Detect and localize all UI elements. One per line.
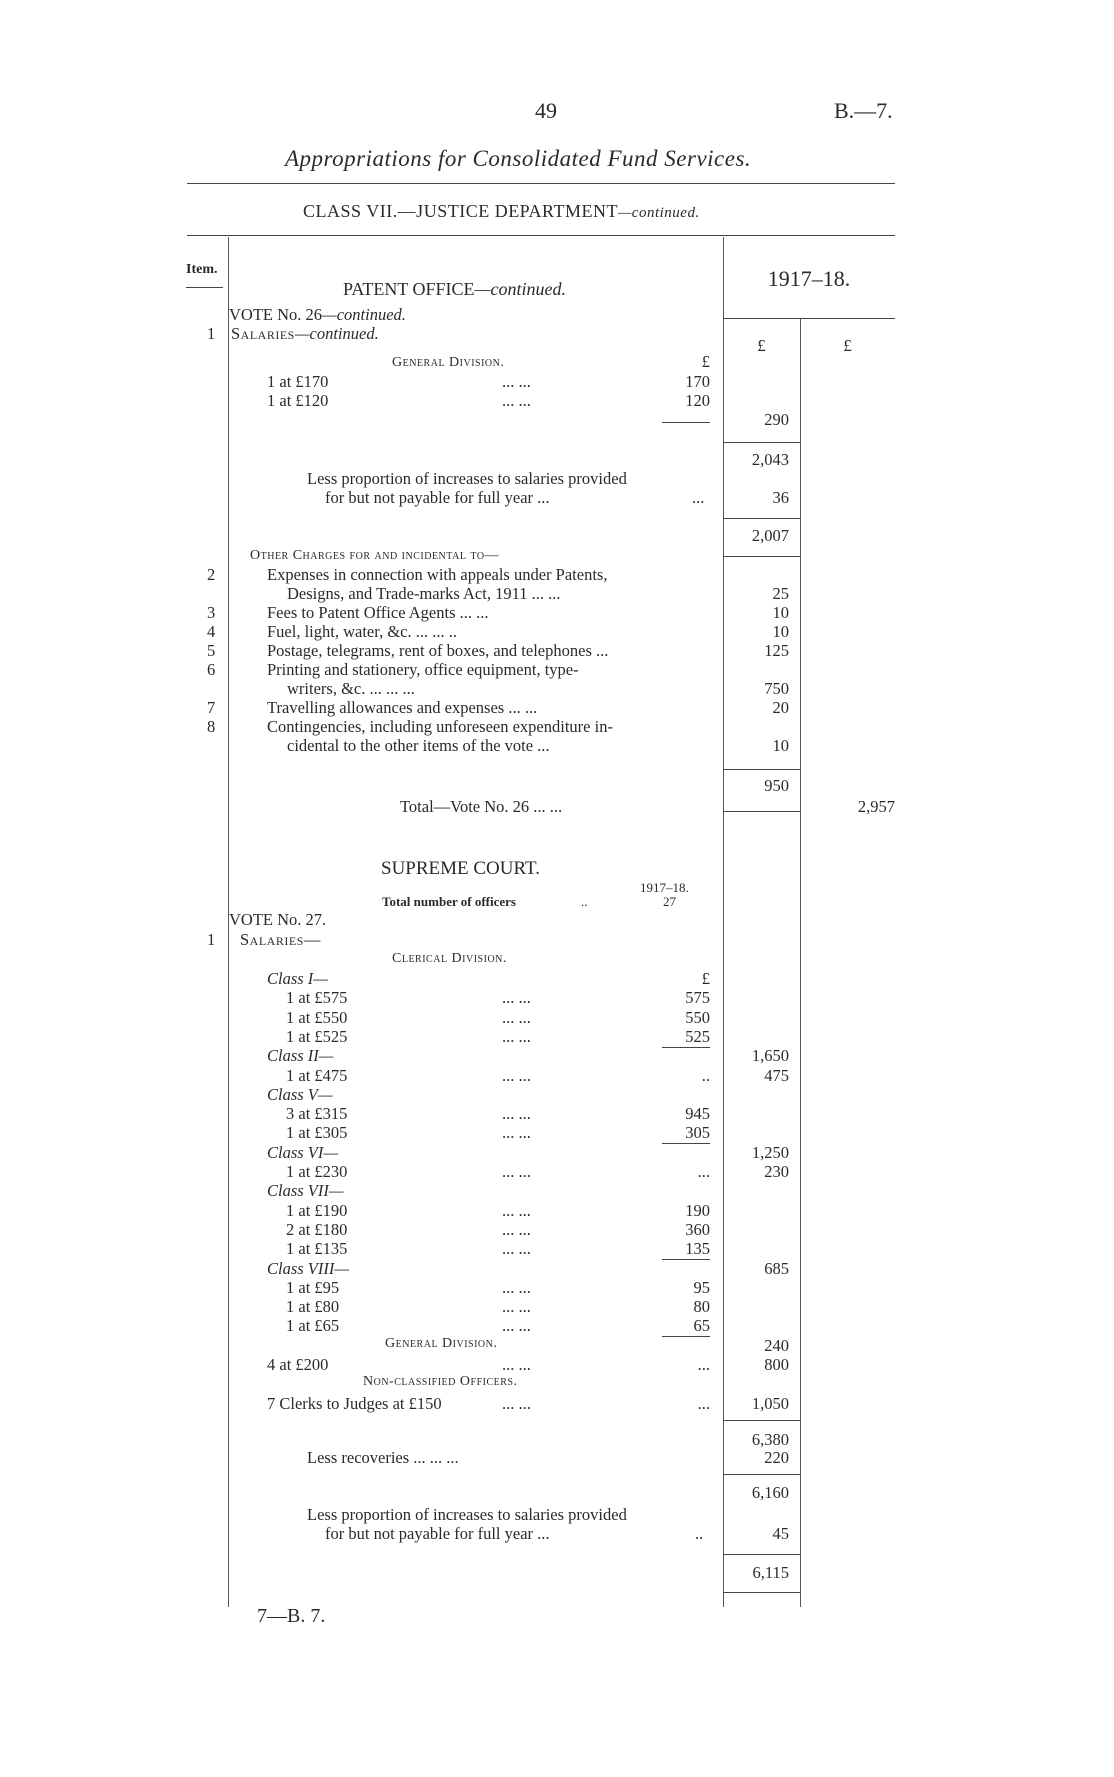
title-rule (187, 183, 895, 184)
item-number: 3 (207, 603, 216, 622)
row-amount: 135 (685, 1239, 710, 1259)
year-column-header: 1917–18. (767, 266, 851, 291)
pound-sign: £ (701, 969, 710, 988)
leader-dots: ... ... (502, 1239, 531, 1259)
leader-dots: ... ... (502, 1394, 531, 1413)
other-charges-total: 950 (764, 776, 789, 795)
leader-dots: ... ... (502, 1316, 531, 1336)
leader-dots: ... ... (502, 1355, 531, 1374)
leader-dots: ... ... (502, 391, 531, 410)
row-amount: ... (697, 1355, 710, 1374)
pound-sign: £ (701, 352, 710, 371)
row-label: 1 at £550 (286, 1007, 348, 1027)
leader-dots: ... ... (502, 1026, 531, 1046)
charge-description: writers, &c. ... ... ... (287, 679, 415, 698)
class-rule (187, 235, 895, 236)
charge-description: Travelling allowances and expenses ... ... (267, 698, 538, 717)
row-amount: 190 (685, 1200, 710, 1220)
row-label: 4 at £200 (267, 1355, 329, 1374)
charge-description: Designs, and Trade-marks Act, 1911 ... ... (287, 584, 561, 603)
other-charges-heading: Other Charges for and incidental to— (250, 548, 500, 563)
row-amount: 945 (685, 1104, 710, 1124)
row-label: 1 at £80 (286, 1297, 340, 1317)
class-heading: Class VII— (267, 1181, 344, 1201)
final-total: 6,115 (752, 1563, 789, 1582)
patent-total: 2,043 (751, 450, 789, 469)
row-amount: 170 (685, 372, 710, 391)
vote-total-label: Total—Vote No. 26 ... ... (400, 797, 563, 816)
row-label: 1 at £120 (267, 391, 329, 410)
row-label: 1 at £95 (286, 1277, 340, 1297)
page-title: Appropriations for Consolidated Fund Services. (285, 146, 752, 171)
row-label: 3 at £315 (286, 1104, 348, 1124)
class-subtotal: 230 (764, 1162, 789, 1181)
recoveries-label: Less recoveries ... ... ... (307, 1448, 459, 1467)
row-label: 1 at £230 (286, 1162, 348, 1181)
officers-label: Total number of officers (382, 894, 516, 909)
subtotal-rule (723, 442, 800, 443)
row-amount: 525 (685, 1026, 710, 1046)
charge-description: Expenses in connection with appeals under Patents, (267, 565, 608, 584)
subtotal-rule (723, 769, 800, 770)
charge-description: Postage, telegrams, rent of boxes, and telephones ... (267, 641, 609, 660)
row-amount: 65 (693, 1316, 710, 1336)
leader-dots: ... ... (502, 372, 531, 391)
subtotal-rule (662, 1336, 710, 1337)
item-number: 8 (207, 717, 216, 736)
officers-year: 1917–18. (640, 880, 689, 895)
row-amount: 550 (685, 1007, 710, 1027)
item-number: 5 (207, 641, 216, 660)
subtotal-rule (723, 1420, 800, 1421)
class-heading: Class VI— (267, 1142, 339, 1162)
row-label: 1 at £190 (286, 1200, 348, 1220)
nonclassified-heading: Non-classified Officers. (363, 1374, 518, 1389)
item-number: 6 (207, 660, 216, 679)
patent-office-heading: PATENT OFFICE—continued. (343, 279, 567, 299)
row-label: 1 at £135 (286, 1239, 348, 1259)
less-proportion-line: Less proportion of increases to salaries provided (307, 469, 627, 488)
charge-amount: 125 (764, 641, 789, 660)
row-label: 1 at £170 (267, 372, 329, 391)
supreme-salaries-heading: Salaries— (240, 930, 321, 949)
row-label: 1 at £475 (286, 1065, 348, 1085)
clerical-division-heading: Clerical Division. (392, 951, 507, 966)
item-number: 7 (207, 698, 216, 717)
charge-amount: 10 (772, 622, 789, 641)
item-column-header: Item. (186, 262, 218, 277)
class-heading: Class I— (267, 969, 328, 988)
row-label: 7 Clerks to Judges at £150 (267, 1394, 442, 1413)
row-label: 1 at £65 (286, 1316, 340, 1336)
leader-dots: ... ... (502, 1007, 531, 1027)
supreme-vote-heading: VOTE No. 27. (229, 910, 327, 929)
charge-description: Printing and stationery, office equipment, type- (267, 660, 579, 679)
leader-dots: ... ... (502, 1162, 531, 1181)
less-proportion-line: for but not payable for full year ... (325, 1524, 550, 1543)
row-total: 800 (764, 1355, 789, 1374)
footer-signature: 7—B. 7. (257, 1605, 326, 1627)
row-amount: 95 (693, 1277, 710, 1297)
patent-salaries-subtotal: 290 (764, 410, 789, 429)
leader-dots: ... ... (502, 1065, 531, 1085)
leader-dots: ... ... (502, 1297, 531, 1317)
class-subtotal: 1,250 (751, 1142, 789, 1162)
less-proportion-line: for but not payable for full year ... (325, 488, 550, 507)
charge-description: Fees to Patent Office Agents ... ... (267, 603, 489, 622)
subtotal-rule (723, 556, 800, 557)
leader-dots: ... ... (502, 1219, 531, 1239)
charge-amount: 750 (764, 679, 789, 698)
row-label: 1 at £575 (286, 988, 348, 1008)
row-total: 1,050 (751, 1394, 789, 1413)
vote-total-amount: 2,957 (857, 797, 895, 816)
year-rule (723, 318, 895, 319)
less-proportion-line: Less proportion of increases to salaries provided (307, 1505, 627, 1524)
subtotal-rule (662, 1143, 710, 1144)
officers-count: 27 (663, 894, 676, 909)
supreme-subtotal: 6,380 (751, 1430, 789, 1449)
pound-column-header-1: £ (757, 336, 766, 355)
row-amount: 575 (685, 988, 710, 1008)
class-subtotal: 685 (764, 1258, 789, 1278)
recoveries-amount: 220 (764, 1448, 789, 1467)
leader-dots: ... ... (502, 988, 531, 1008)
class-subtotal: 1,650 (751, 1046, 789, 1066)
subtotal-rule (723, 518, 800, 519)
pound-column-header-2: £ (843, 336, 852, 355)
item-number: 4 (207, 622, 216, 641)
subtotal-rule (723, 1474, 800, 1475)
class-subtotal: 475 (764, 1065, 789, 1085)
charge-amount: 10 (772, 736, 789, 755)
supreme-court-heading: SUPREME COURT. (381, 858, 540, 879)
charge-amount: 10 (772, 603, 789, 622)
leader-dots: ... ... (502, 1277, 531, 1297)
charge-description: Contingencies, including unforeseen expenditure in- (267, 717, 613, 736)
leader-dots: ... ... (502, 1200, 531, 1220)
leader-dots: ... (692, 488, 705, 507)
general-division-heading: General Division. (385, 1336, 498, 1351)
less-proportion-amount: 45 (772, 1524, 789, 1543)
subtotal-rule (662, 1047, 710, 1048)
class-heading: Class VIII— (267, 1258, 350, 1278)
leader-dots: .. (581, 894, 588, 909)
leader-dots: ... ... (502, 1104, 531, 1124)
class-heading: Class V— (267, 1084, 333, 1104)
general-division-heading: General Division. (392, 355, 505, 370)
charge-amount: 20 (772, 698, 789, 717)
subtotal-rule (662, 422, 710, 423)
row-amount: 360 (685, 1219, 710, 1239)
document-code: B.—7. (834, 98, 893, 123)
leader-dots: ... ... (502, 1123, 531, 1143)
supreme-net-subtotal: 6,160 (751, 1483, 789, 1502)
final-total-rule (723, 1592, 800, 1593)
less-proportion-amount: 36 (772, 488, 789, 507)
row-label: 1 at £305 (286, 1123, 348, 1143)
charge-description: cidental to the other items of the vote ... (287, 736, 550, 755)
item-number: 2 (207, 565, 216, 584)
row-amount: 120 (685, 391, 710, 410)
row-amount: ... (697, 1162, 710, 1181)
row-label: 2 at £180 (286, 1219, 348, 1239)
row-label: 1 at £525 (286, 1026, 348, 1046)
amount-column-rule-mid (800, 318, 801, 1607)
patent-salaries-heading: Salaries—continued. (231, 324, 379, 343)
row-amount: 80 (693, 1297, 710, 1317)
leader-dots: .. (695, 1524, 704, 1543)
item-number: 1 (207, 930, 216, 949)
subtotal-rule (723, 1554, 800, 1555)
charge-amount: 25 (772, 584, 789, 603)
row-amount: ... (697, 1394, 710, 1413)
class-subtotal: 240 (764, 1336, 789, 1355)
class-heading: Class II— (267, 1046, 334, 1066)
row-amount: .. (701, 1065, 710, 1085)
row-amount: 305 (685, 1123, 710, 1143)
subtotal-rule (662, 1259, 710, 1260)
item-header-rule (186, 287, 223, 288)
class-heading: CLASS VII.—JUSTICE DEPARTMENT—continued. (303, 201, 700, 221)
subtotal-rule (723, 811, 800, 812)
page-number: 49 (535, 98, 557, 123)
charge-description: Fuel, light, water, &c. ... ... .. (267, 622, 457, 641)
item-number: 1 (207, 324, 216, 343)
patent-vote-heading: VOTE No. 26—continued. (229, 305, 406, 324)
patent-net-total: 2,007 (751, 526, 789, 545)
